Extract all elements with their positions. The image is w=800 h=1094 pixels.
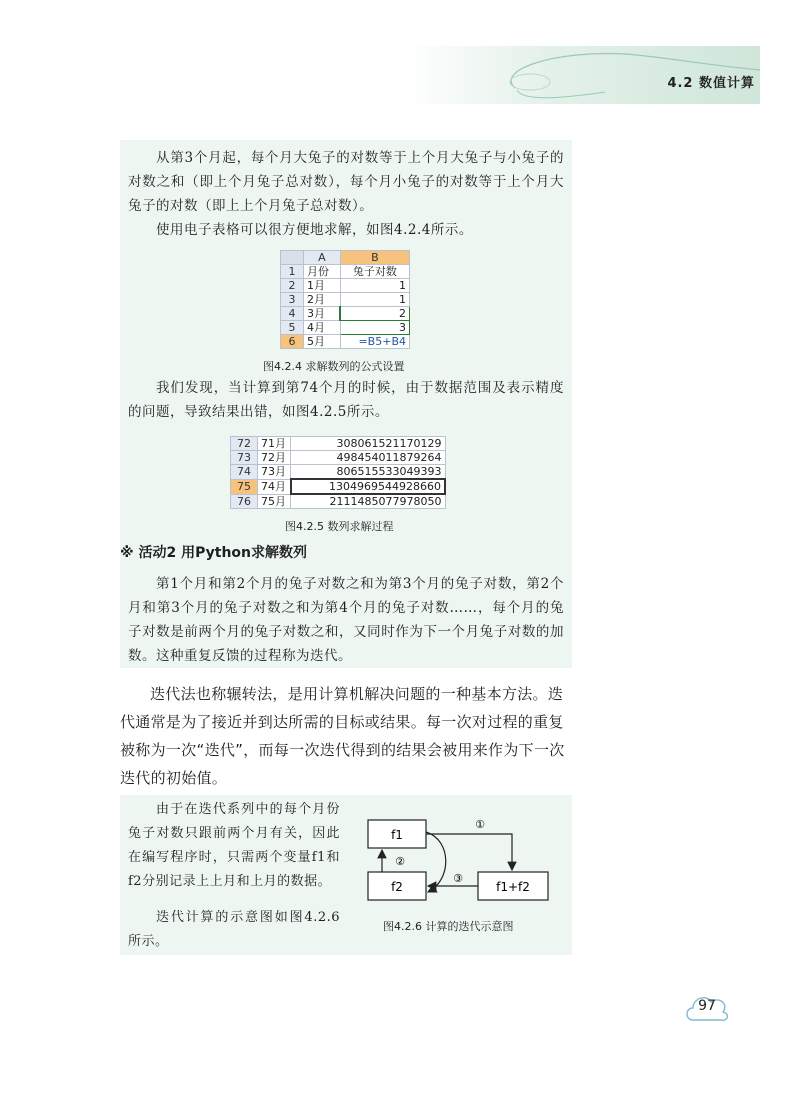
cell: 72月 (258, 451, 291, 465)
column-header-a: A (304, 251, 341, 265)
cell: 3月 (304, 307, 341, 321)
cell: 5月 (304, 335, 341, 349)
figure-caption-4-2-6: 图4.2.6 计算的迭代示意图 (383, 920, 514, 933)
sheet-corner (281, 251, 304, 265)
row-header: 4 (281, 307, 304, 321)
cell: 2 (340, 307, 409, 321)
row-header: 72 (231, 437, 258, 451)
activity-title: ※ 活动2 用Python求解数列 (120, 545, 307, 561)
box2-paragraph-2: 迭代计算的示意图如图4.2.6所示。 (128, 910, 340, 949)
row-header: 76 (231, 494, 258, 509)
row-header: 75 (231, 479, 258, 494)
box2-paragraph-1: 由于在迭代系列中的每个月份兔子对数只跟前两个月有关，因此在编写程序时，只需两个变量f1和f2分别记录上上月和上月的数据。 (128, 802, 340, 889)
cell: 806515533049393 (291, 465, 446, 480)
figure-caption-4-2-5: 图4.2.5 数列求解过程 (285, 520, 394, 533)
cell: 1月 (304, 279, 341, 293)
row-header: 5 (281, 321, 304, 335)
table-row (281, 321, 410, 335)
spreadsheet-formula (280, 250, 410, 349)
section-title: 4.2 数值计算 (667, 76, 755, 91)
spreadsheet-results (230, 436, 446, 509)
table-row (281, 293, 410, 307)
cell: 73月 (258, 465, 291, 480)
table-row (231, 437, 446, 451)
label-sum: f1+f2 (496, 880, 530, 894)
cell: 74月 (258, 479, 291, 494)
main-paragraph: 迭代法也称辗转法，是用计算机解决问题的一种基本方法。迭代通常是为了接近并到达所需的目标或结果。每一次对过程的重复被称为一次“迭代”，而每一次迭代得到的结果会被用来作为下一次迭代的初始值。 (120, 685, 565, 787)
cell: 1 (340, 293, 409, 307)
cell: 2111485077978050 (291, 494, 446, 509)
page-number: 97 (698, 998, 716, 1014)
cell: 月份 (304, 265, 341, 279)
iteration-diagram (360, 810, 560, 920)
table-row (231, 494, 446, 509)
label-step3: ③ (453, 872, 463, 885)
cell: 兔子对数 (340, 265, 409, 279)
formula-cell: =B5+B4 (340, 335, 409, 349)
cell: 2月 (304, 293, 341, 307)
box1-paragraph-2: 使用电子表格可以很方便地求解，如图4.2.4所示。 (156, 222, 473, 238)
box1-paragraph-1: 从第3个月起，每个月大兔子的对数等于上个月大兔子与小兔子的对数之和（即上个月兔子总对数），每个月小兔子的对数等于上个月大兔子的对数（即上上个月兔子总对数）。 (128, 150, 564, 214)
row-header: 6 (281, 335, 304, 349)
table-row (231, 451, 446, 465)
table-row (281, 265, 410, 279)
cell: 1 (340, 279, 409, 293)
box1-paragraph-3: 我们发现，当计算到第74个月的时候，由于数据范围及表示精度的问题，导致结果出错，如图4.2.5所示。 (128, 380, 564, 420)
box1-paragraph-4: 第1个月和第2个月的兔子对数之和为第3个月的兔子对数，第2个月和第3个月的兔子对数之和为第4个月的兔子对数……，每个月的兔子对数是前两个月的兔子对数之和，又同时作为下一个月兔子对数的加数。这种重复反馈的过程称为迭代。 (128, 576, 564, 664)
cell: 308061521170129 (291, 437, 446, 451)
table-row (281, 279, 410, 293)
row-header: 73 (231, 451, 258, 465)
table-row (231, 479, 446, 494)
label-f1: f1 (391, 828, 403, 842)
row-header: 74 (231, 465, 258, 480)
table-row (281, 335, 410, 349)
table-row (281, 307, 410, 321)
figure-caption-4-2-4: 图4.2.4 求解数列的公式设置 (263, 360, 405, 373)
label-f2: f2 (391, 880, 403, 894)
cell: 3 (340, 321, 409, 335)
row-header: 2 (281, 279, 304, 293)
selected-cell: 1304969544928660 (291, 479, 446, 494)
table-row (231, 465, 446, 480)
arrow-curve (426, 832, 446, 892)
arrow-step1 (426, 834, 512, 870)
cell: 75月 (258, 494, 291, 509)
cell: 4月 (304, 321, 341, 335)
cell: 498454011879264 (291, 451, 446, 465)
label-step2: ② (395, 855, 405, 868)
row-header: 3 (281, 293, 304, 307)
cell: 71月 (258, 437, 291, 451)
column-header-b: B (340, 251, 409, 265)
label-step1: ① (475, 818, 485, 831)
row-header: 1 (281, 265, 304, 279)
